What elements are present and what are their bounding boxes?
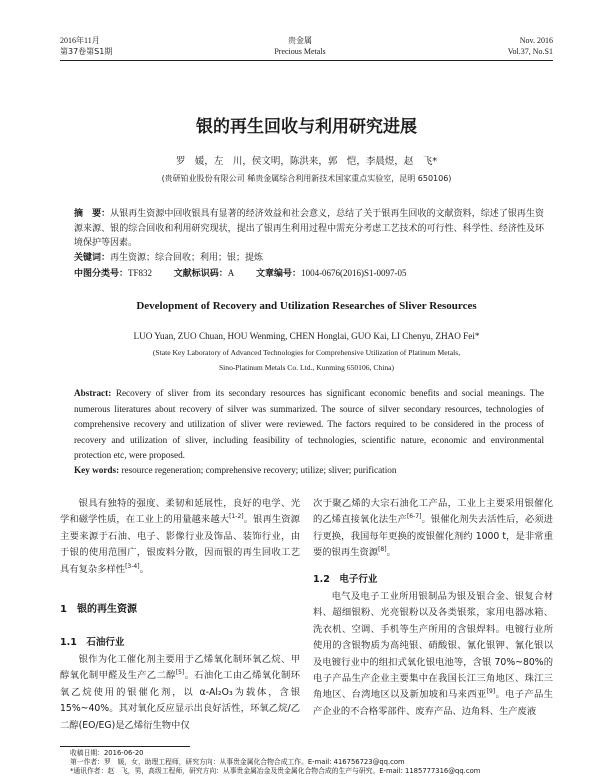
- authors-en: LUO Yuan, ZUO Chuan, HOU Wenming, CHEN Honglai, GUO Kai, LI Chenyu, ZHAO Fei*: [133, 331, 480, 341]
- electronics-paragraph: 电气及电子工业所用银制品为银及银合金、银复合材料、超细银粉、光亮银粉以及各类银浆，家用电器冰箱、洗衣机、空调、手机等生产所用的含银焊料。电镀行业所使用的含银物质为高纯银、硝酸银、氰化银钾、氰化银以及电镀行业中的组扣式氧化银电池等，含银 70%~80%的电子产品生产企业主要集中在我国长江三角地区、珠江三角地区、台湾地区以及新加坡和马来西亚[9]。电子产品生产企业的不合格零部件、废弃产品、边角料、生产废液: [313, 591, 553, 717]
- header-rule: [60, 60, 553, 61]
- classification-line: 中图分类号：TF832 文献标识码：A 文章编号：1004-0676(2016)S1-0097-05: [74, 268, 407, 279]
- authors-cn: 罗 媛，左 川，侯文明，陈洪来，郭 恺，李晨煜，赵 飞*: [175, 156, 438, 167]
- footnote-rule: [60, 746, 190, 747]
- abstract-en: [74, 386, 544, 464]
- affiliation-cn: (贵研铂业股份有限公司 稀贵金属综合利用新技术国家重点实验室，昆明 650106): [161, 174, 452, 183]
- abstract-en-text: Recovery of sliver from its secondary resources has significant economic benefits and social meanings. The numerous literatures about recovery of silver was summarized. The source of silver secondary resources, technologies of comprehensive recovery and utilization of sliver were reviewed. The factors required to be considered in the process of recovery and utilization of sliver, including feasibility of technologies, scientific nature, economic and environmental protection etc, were proposed.: [74, 388, 545, 461]
- section-heading-1-2: 1.2 电子行业: [313, 574, 378, 585]
- keywords-en: Key words: resource regeneration; comprehensive recovery; utilize; sliver; purification: [74, 465, 397, 475]
- abstract-cn-label: 摘 要：: [74, 209, 111, 219]
- header-date: 2016年11月: [60, 36, 100, 45]
- abstract-en-label: Abstract:: [74, 388, 112, 398]
- header-volume: 第37卷第S1期: [60, 47, 113, 56]
- footnote-received: 收稿日期：2016-06-20: [70, 749, 144, 757]
- keywords-cn: 关键词：再生资源；综合回收；利用；银；提炼: [74, 253, 264, 263]
- intro-paragraph: 银具有独特的强度、柔韧和延展性，良好的电学、光学和磁学性质，在工业上的用量越来越大[1-2]。银再生资源主要来源于石油、电子、影像行业及饰品、装饰行业，由于银的使用范围广，银废料分散，因而银的再生回收工艺具有复杂多样性[3-4]。: [60, 498, 300, 575]
- affiliation-en-line1: (State Key Laboratory of Advanced Technologies for Comprehensive Utilization of Platinum Metals,: [152, 348, 461, 357]
- petroleum-paragraph: 银作为化工催化剂主要用于乙烯氧化制环氧乙烷、甲醇氧化制甲醛及生产乙二醇[5]。石油化工由乙烯氧化制环氧乙烷使用的银催化剂，以 α-Al₂O₃为载体，含银 15%~40%。其对氧化反应显示出良好活性，环氧乙烷/乙二醇(EO/EG)是乙烯衍生物中仅: [60, 654, 300, 731]
- footnote-first-author: 第一作者：罗 媛，女，助理工程师，研究方向：从事贵金属化合物合成工作。E-mail: 416756723@qq.com: [70, 758, 405, 766]
- header-date-en: Nov. 2016: [519, 36, 553, 45]
- abstract-cn-text: 从银再生资源中回收银具有显著的经济效益和社会意义，总结了关于银再生回收的文献资料，综述了银再生资源来源、银的综合回收和利用研究现状，提出了银再生利用过程中需充分考虑工艺技术的可行性、科学性、经济性及环境保护等因素。: [74, 209, 544, 249]
- abstract-cn: [74, 207, 544, 251]
- section-heading-1: 1 银的再生资源: [60, 604, 137, 615]
- header-volume-en: Vol.37, No.S1: [507, 47, 553, 56]
- footnote-corresponding-author: *通讯作者：赵 飞，男，高级工程师，研究方向：从事贵金属冶金及贵金属化合物合成的生产与研究。E-mail: 1185777316@qq.com: [70, 767, 481, 775]
- affiliation-en-line2: Sino-Platinum Metals Co. Ltd., Kunming 650106, China): [218, 363, 395, 372]
- header-journal-en: Precious Metals: [274, 47, 326, 56]
- paper-title-cn: 银的再生回收与利用研究进展: [196, 117, 417, 137]
- paper-title-en: Development of Recovery and Utilization Researches of Sliver Resources: [136, 300, 477, 312]
- section-heading-1-1: 1.1 石油行业: [60, 637, 125, 648]
- header-journal-cn: 贵金属: [288, 36, 312, 45]
- petroleum-paragraph-cont: 次于聚乙烯的大宗石油化工产品，工业上主要采用银催化的乙烯直接氧化法生产[6-7]。银催化剂失去活性后，必须进行更换，我国每年更换的废银催化剂约 1000 t，是非常重要的银再生资源[8]。: [313, 498, 553, 559]
